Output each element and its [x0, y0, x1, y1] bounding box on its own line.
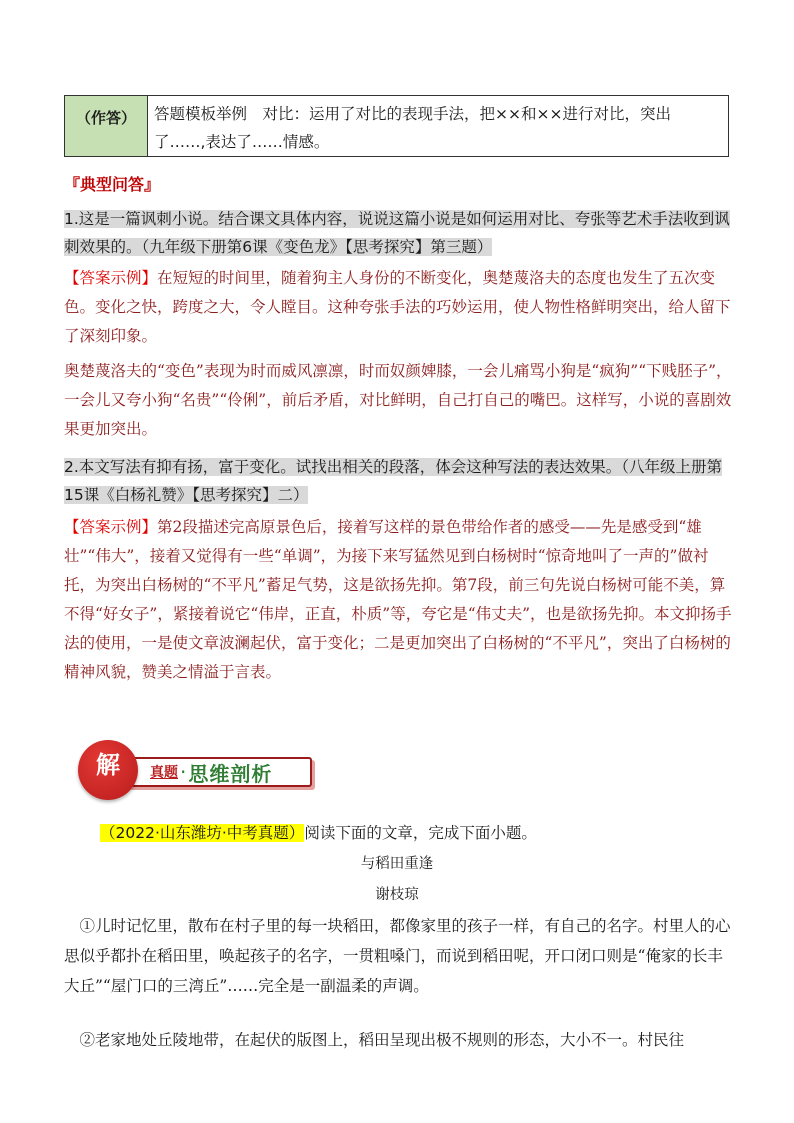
banner-badge — [78, 740, 138, 800]
answer-1-tag: 【答案示例】 — [64, 269, 158, 287]
article-author: 谢枝琼 — [375, 887, 419, 903]
banner-badge-text: 解 — [96, 750, 120, 779]
banner-left-text: 真题 — [150, 765, 178, 781]
answer-1-text: 在短短的时间里，随着狗主人身份的不断变化，奥楚蔑洛夫的态度也发生了五次变色。变化之快，跨度之大，令人瞠目。这种夸张手法的巧妙运用，使人物性格鲜明突出，给人留下了深刻印象。 — [64, 269, 731, 345]
reading-instruction: 阅读下面的文章，完成下面小题。 — [304, 824, 537, 842]
answer-1-paragraph-2: 奥楚蔑洛夫的“变色”表现为时而威风凛凛，时而奴颜婢膝，一会儿痛骂小狗是“疯狗”“下贱胚子”，一会儿又夸小狗“名贵”“伶俐”，前后矛盾，对比鲜明，自己打自己的嘴巴。这样写，小说的喜剧效果更加突出。 — [64, 362, 732, 438]
question-2-text: 2.本文写法有抑有扬，富于变化。试找出相关的段落，体会这种写法的表达效果。（八年级上册第15课《白杨礼赞》【思考探究】二） — [64, 458, 723, 504]
section-heading: 『典型问答』 — [64, 175, 161, 194]
answer-1-paragraph-1 — [64, 264, 732, 351]
article-paragraph-1: ①儿时记忆里，散布在村子里的每一块稻田，都像家里的孩子一样，有自己的名字。村里人的心思似乎都扑在稻田里，唤起孩子的名字，一贯粗嗓门，而说到稻田呢，开口闭口则是“俺家的长丰大丘”“屋门口的三湾丘”……完全是一副温柔的声调。 — [64, 917, 731, 995]
question-1 — [64, 205, 732, 261]
question-2 — [64, 453, 732, 509]
template-content: 答题模板举例 对比：运用了对比的表现手法，把××和××进行对比，突出了……,表达了……情感。 — [154, 105, 671, 151]
article-paragraph-2: ②老家地处丘陵地带，在起伏的版图上，稻田呈现出极不规则的形态，大小不一。村民往 — [79, 1031, 685, 1049]
answer-2-tag: 【答案示例】 — [64, 518, 158, 536]
template-label: （作答） — [75, 108, 136, 127]
question-1-text: 1.这是一篇讽刺小说。结合课文具体内容，说说这篇小说是如何运用对比、夸张等艺术手法收到讽刺效果的。（九年级下册第6课《变色龙》【思考探究】第三题） — [64, 210, 730, 256]
template-label-cell — [65, 96, 148, 156]
banner-dot: · — [180, 760, 187, 784]
section-banner — [78, 740, 318, 802]
answer-template-box — [64, 95, 729, 157]
article-title: 与稻田重逢 — [360, 856, 434, 872]
banner-ribbon — [126, 757, 312, 787]
answer-2-paragraph — [64, 513, 732, 687]
answer-2-text: 第2段描述完高原景色后，接着写这样的景色带给作者的感受——先是感受到“雄壮”“伟大”，接着又觉得有一些“单调”，为接下来写猛然见到白杨树时“惊奇地叫了一声的”做衬托，为突出白杨树的“不平凡”蓄足气势，这是欲扬先抑。第7段，前三句先说白杨树可能不美，算不得“好女子”，紧接着说它“伟岸，正直，朴质”等，夸它是“伟丈夫”，也是欲扬先抑。本文抑扬手法的使用，一是使文章波澜起伏，富于变化；二是更加突出了白杨树的“不平凡”，突出了白杨树的精神风貌，赞美之情溢于言表。 — [64, 518, 732, 681]
banner-right-text: 思维剖析 — [188, 761, 273, 786]
reading-source-line — [100, 820, 537, 846]
reading-source: （2022·山东潍坊·中考真题） — [100, 824, 305, 842]
